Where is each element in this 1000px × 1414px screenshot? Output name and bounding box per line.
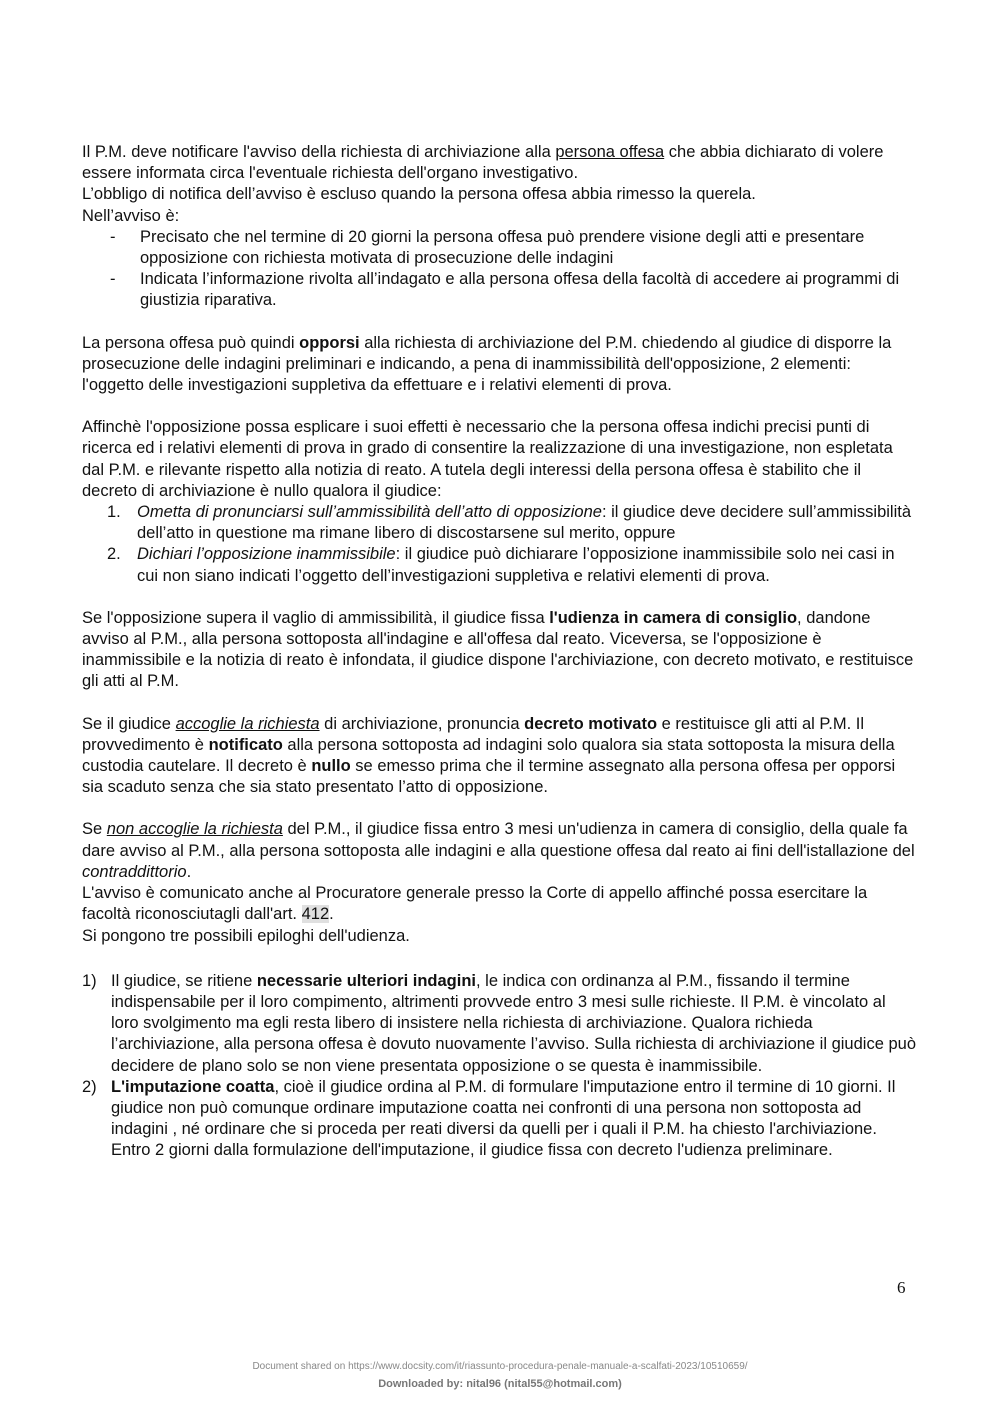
- paragraph-opposizione: [82, 333, 917, 397]
- document-body: [82, 142, 917, 1162]
- paragraph-udienza: [82, 608, 917, 693]
- italic-underlined-text: accoglie la richiesta: [175, 714, 320, 733]
- list-item: [82, 971, 917, 1077]
- bullet-dash: -: [110, 227, 116, 246]
- bold-text: necessarie ulteriori indagini: [256, 971, 476, 990]
- list-number: 1.: [107, 503, 121, 522]
- bullet-dash: -: [110, 270, 116, 289]
- text: , cioè il giudice ordina al P.M. di formulare l'imputazione entro il termine di 10 giorni. Il giudice non può comunque ordinare imputazione coatta nei confronti di una persona non sottoposta ad indagini , né ordinare che si proceda per reati diversi da quelli per i quali il P.M. ha chiesto l'archiviazione.: [111, 1077, 896, 1139]
- text: .: [186, 862, 192, 881]
- list-item-text: Indicata l’informazione rivolta all’indagato e alla persona offesa della facoltà di accedere ai programmi di giustizia riparativa.: [140, 270, 900, 310]
- list-item: [82, 544, 917, 586]
- list-item: [82, 269, 917, 311]
- article-reference[interactable]: 412: [301, 905, 330, 924]
- persona-offesa-link[interactable]: persona offesa: [555, 143, 665, 161]
- list-item: [82, 1077, 917, 1162]
- text: che abbia dichiarato di volere essere informata circa l'eventuale richiesta dell'organo investigativo.: [82, 143, 884, 183]
- bold-text: L'imputazione coatta: [111, 1077, 275, 1096]
- text: alla richiesta di archiviazione del P.M. chiedendo al giudice di disporre la prosecuzione delle indagini preliminari e indicando, a pena di inammissibilità dell'opposizione, 2 elementi: l'oggetto delle investigazioni suppletiva da effettuare e i relativi elementi di prova.: [82, 333, 892, 395]
- italic-text: Ometta di pronunciarsi sull’ammissibilità dell’atto di opposizione: [137, 503, 602, 522]
- paragraph-notifica: [82, 142, 917, 184]
- italic-text: Dichiari l’opposizione inammissibile: [137, 545, 396, 564]
- footer-downloaded: Downloaded by: nital96 (nital55@hotmail.com): [378, 1378, 622, 1390]
- footer-shared: Document shared on https://www.docsity.com/it/riassunto-procedura-penale-manuale-a-scalfati-2023/10510659/: [252, 1361, 748, 1372]
- text: Il P.M. deve notificare l'avviso della richiesta di archiviazione alla: [82, 143, 556, 161]
- bold-text: opporsi: [299, 333, 360, 352]
- list-number: 2.: [107, 545, 121, 564]
- text: se emesso prima che il termine assegnato alla persona offesa per opporsi sia scaduto senza che sia stato presentato l’atto di opposizione.: [82, 757, 896, 797]
- bold-text: nullo: [311, 757, 351, 776]
- paragraph-effetti: Affinchè l'opposizione possa esplicare i suoi effetti è necessario che la persona offesa indichi precisi punti di ricerca ed i relativi elementi di prova in grado di consentire la realizzazione di una investigazione, non espletata dal P.M. e rilevante rispetto alla notizia di reato. A tutela degli interessi della persona offesa è stabilito che il decreto di archiviazione è nullo qualora il giudice:: [82, 418, 893, 500]
- text: Entro 2 giorni dalla formulazione dell'imputazione, il giudice fissa con decreto l'udienza preliminare.: [111, 1141, 833, 1160]
- nullita-list: [82, 502, 917, 587]
- text: La persona offesa può quindi: [82, 333, 300, 352]
- avviso-list: [82, 227, 917, 312]
- list-item: [82, 227, 917, 269]
- italic-underlined-text: non accoglie la richiesta: [106, 820, 283, 839]
- text: Il giudice, se ritiene: [111, 971, 257, 990]
- text: , le indica con ordinanza al P.M., fissando il termine indispensabile per il loro compimento, altrimenti provvede entro 3 mesi sulle richieste. Il P.M. è vincolato al loro svolgimento ma egli resta libero di insistere nella richiesta di archiviazione. Qualora richieda l’archiviazione, alla persona offesa è dovuto nuovamente l’avviso. Sulla richiesta di archiviazione il giudice può decidere de plano solo se non viene presentata opposizione o se questa è inammissibile.: [111, 971, 916, 1075]
- text: alla persona sottoposta ad indagini solo qualora sia stata sottoposta la misura della custodia cautelare. Il decreto è: [82, 735, 895, 776]
- list-item: [82, 502, 917, 544]
- text: .: [329, 905, 334, 924]
- paragraph-avviso: Nell’avviso è:: [82, 206, 180, 225]
- text: Se: [82, 820, 107, 839]
- bold-text: l'udienza in camera di consiglio: [549, 608, 798, 627]
- italic-text: contraddittorio: [82, 862, 187, 881]
- list-number: 2): [82, 1077, 97, 1096]
- text: di archiviazione, pronuncia: [319, 714, 525, 733]
- paragraph-procuratore: [82, 883, 917, 925]
- text: e restituisce gli atti al P.M. Il provvedimento è: [82, 714, 865, 754]
- epiloghi-list: [82, 971, 917, 1162]
- page-number: 6: [897, 1278, 906, 1297]
- list-item-text: Precisato che nel termine di 20 giorni la persona offesa può prendere visione degli atti e presentare opposizione con richiesta motivata di prosecuzione delle indagini: [140, 227, 865, 268]
- text: L'avviso è comunicato anche al Procuratore generale presso la Corte di appello affinché possa esercitare la facoltà riconosciutagli dall'art.: [82, 884, 868, 924]
- text: Se il giudice: [82, 714, 176, 733]
- paragraph-accoglie: [82, 714, 917, 799]
- text: del P.M., il giudice fissa entro 3 mesi un'udienza in camera di consiglio, della quale fa dare avviso al P.M., alla persona sottoposta alle indagini e alla questione offesa dal reato ai fini dell'istallazione del: [82, 820, 915, 860]
- bold-text: decreto motivato: [524, 714, 658, 733]
- text: , dandone avviso al P.M., alla persona sottoposta all'indagine e all'offesa dal reato. Viceversa, se l'opposizione è inammissibile e la notizia di reato è infondata, il giudice dispone l'archiviazione, con decreto motivato, e restituisce gli atti al P.M.: [82, 608, 914, 691]
- paragraph-obbligo: L’obbligo di notifica dell’avviso è escluso quando la persona offesa abbia rimesso la querela.: [82, 185, 756, 204]
- list-item-text: : il giudice deve decidere sull’ammissibilità dell’atto in questione ma rimane libero di discostarsene sul merito, oppure: [137, 503, 912, 543]
- list-item-text: : il giudice può dichiarare l’opposizione inammissibile solo nei casi in cui non siano indicati l’oggetto dell’investigazioni suppletiva e relativi elementi di prova.: [137, 545, 895, 585]
- bold-text: notificato: [208, 735, 283, 754]
- paragraph-epiloghi: Si pongono tre possibili epiloghi dell'udienza.: [82, 926, 410, 945]
- paragraph-non-accoglie: [82, 819, 917, 883]
- list-number: 1): [82, 971, 97, 990]
- text: Se l'opposizione supera il vaglio di ammissibilità, il giudice fissa: [82, 608, 550, 627]
